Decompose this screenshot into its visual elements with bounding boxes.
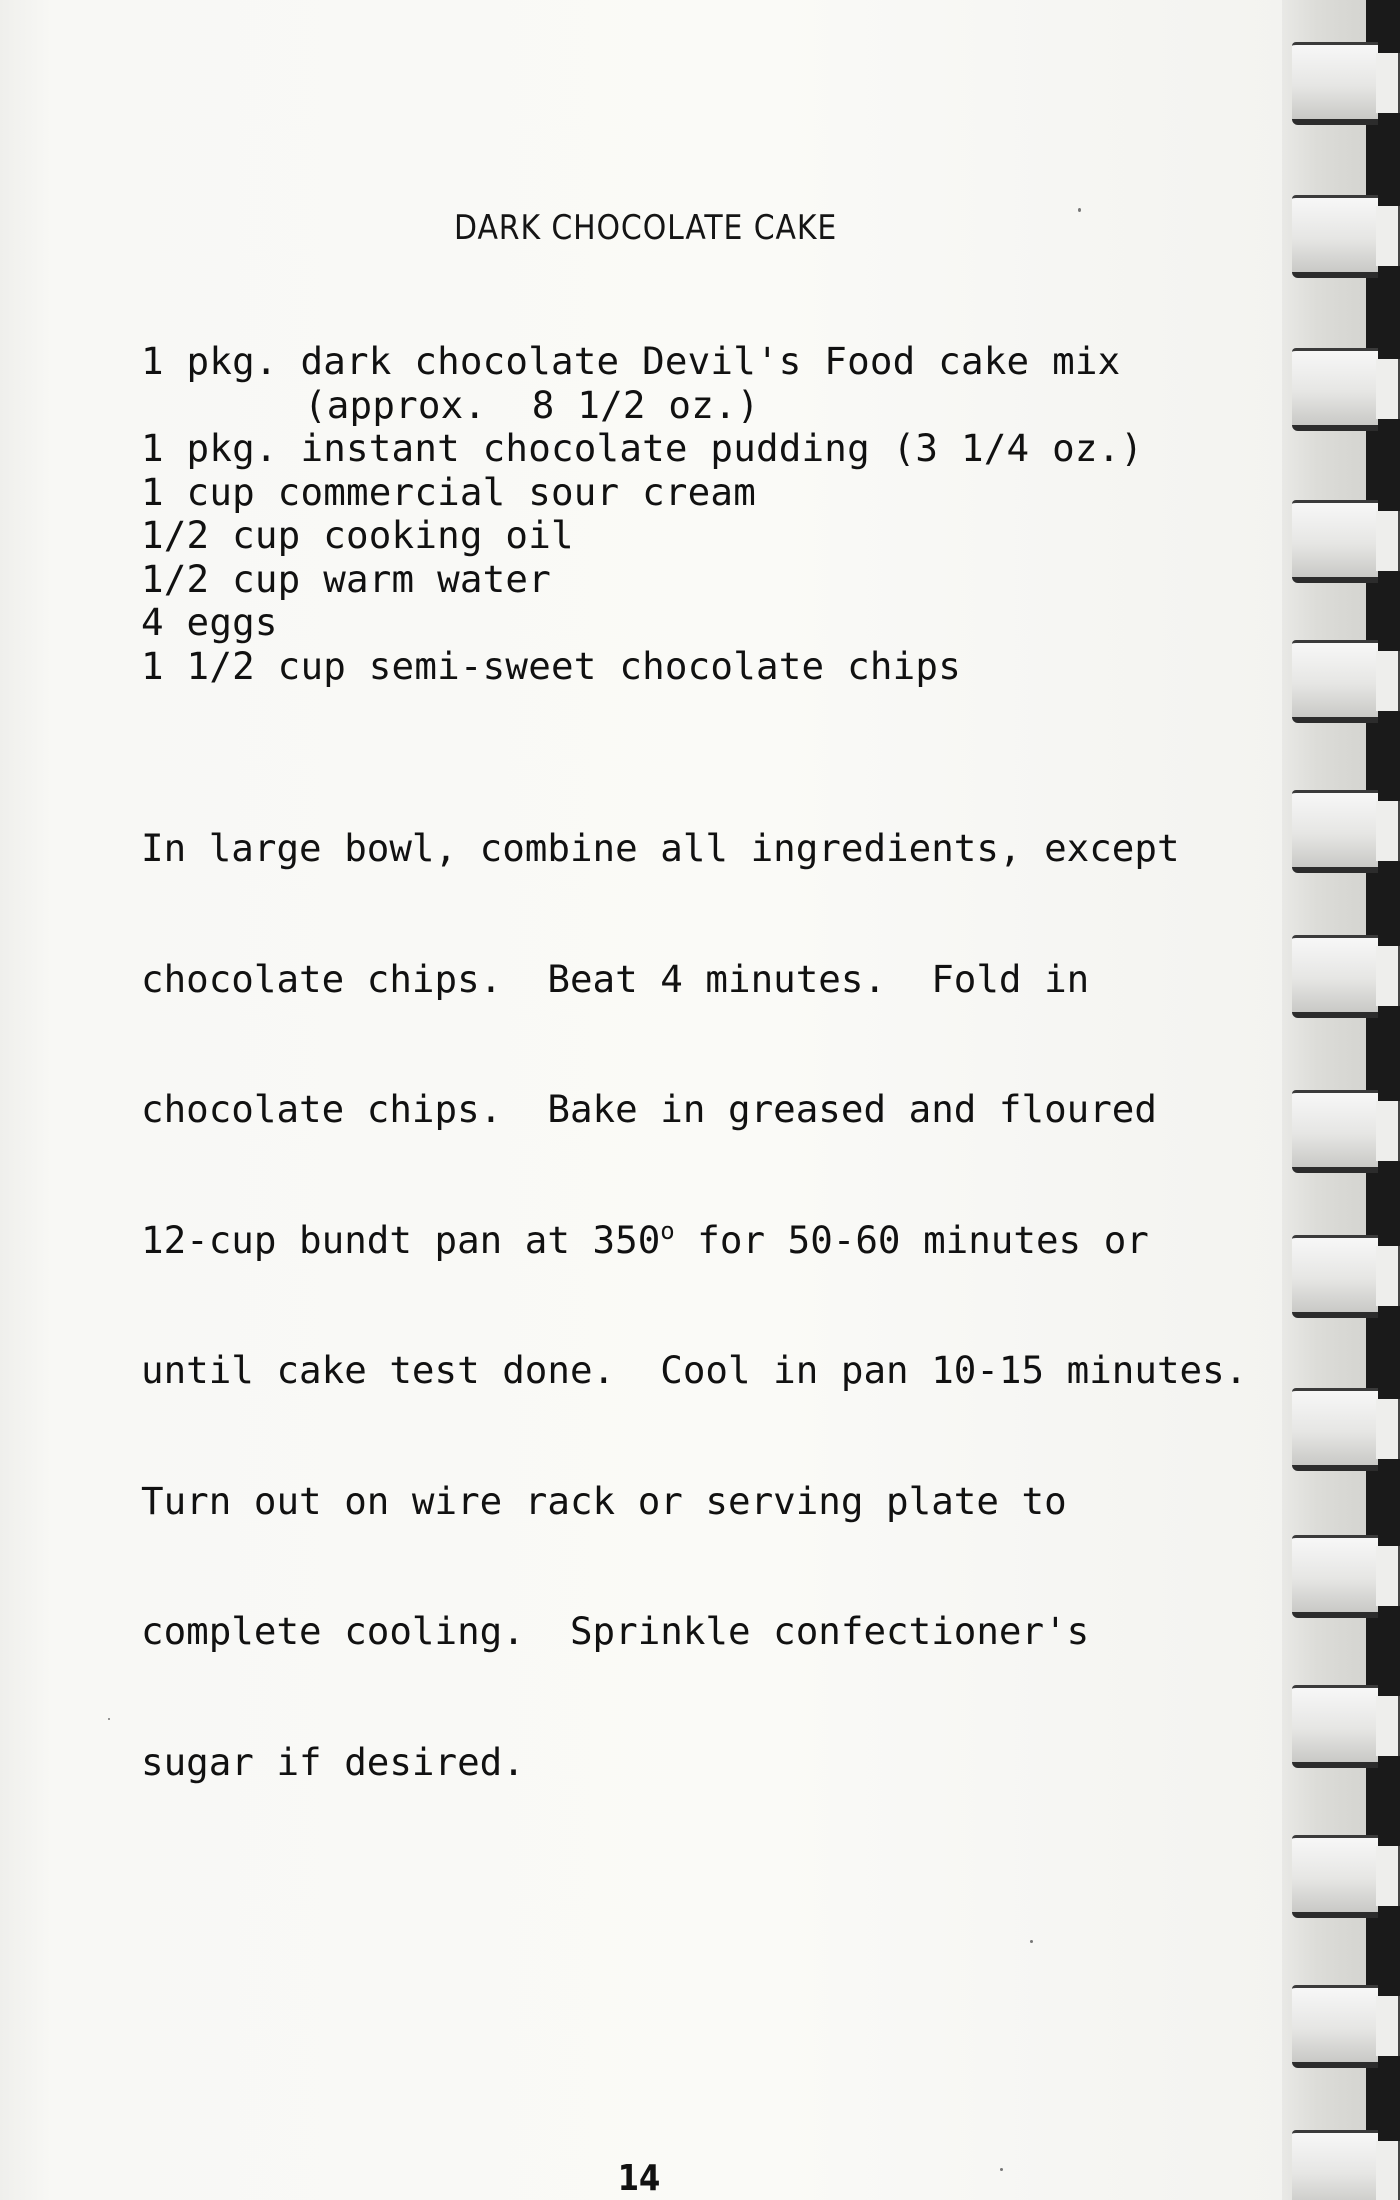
directions-text: for 50-60 minutes or (674, 1217, 1149, 1262)
spiral-binding (1282, 0, 1400, 2200)
binding-coil (1292, 1835, 1378, 1918)
ingredient-line: 1 pkg. instant chocolate pudding (3 1/4 oz.) (141, 426, 1144, 470)
paper-speck (108, 1718, 110, 1720)
binding-coil (1292, 1685, 1378, 1768)
ingredient-line: 4 eggs (141, 600, 278, 644)
directions-line: sugar if desired. (141, 1739, 525, 1784)
paper-speck (1000, 2168, 1003, 2171)
directions-paragraph (141, 740, 1247, 1871)
directions-line: Turn out on wire rack or serving plate to (141, 1478, 1067, 1523)
directions-line: complete cooling. Sprinkle confectioner's (141, 1609, 1090, 1653)
binding-coil (1292, 500, 1378, 583)
binding-coil (1292, 42, 1378, 125)
directions-line: chocolate chips. Beat 4 minutes. Fold in (141, 956, 1090, 1001)
binding-coil (1292, 1985, 1378, 2068)
binding-coil (1292, 1535, 1378, 1618)
binding-coil (1292, 1388, 1378, 1471)
binding-coil (1292, 1090, 1378, 1173)
directions-line: chocolate chips. Bake in greased and floured (141, 1087, 1157, 1131)
degree-symbol: o (660, 1216, 675, 1245)
paper-speck (1078, 208, 1081, 212)
directions-line: until cake test done. Cool in pan 10-15 minutes. (141, 1348, 1248, 1392)
directions-line: In large bowl, combine all ingredients, except (141, 826, 1180, 870)
binding-coil (1292, 1235, 1378, 1318)
ingredient-line: 1 pkg. dark chocolate Devil's Food cake mix (141, 339, 1121, 383)
binding-coil (1292, 790, 1378, 873)
ingredient-line: 1 1/2 cup semi-sweet chocolate chips (141, 643, 961, 688)
paper-speck (1030, 1940, 1033, 1943)
directions-text: 12-cup bundt pan at 350 (141, 1217, 661, 1262)
directions-line (141, 1216, 1247, 1263)
binding-coil (1292, 640, 1378, 723)
ingredient-line: 1/2 cup cooking oil (141, 513, 574, 557)
binding-coil (1292, 2130, 1378, 2200)
recipe-title: DARK CHOCOLATE CAKE (454, 208, 838, 248)
binding-coil (1292, 195, 1378, 278)
ingredient-line: (approx. 8 1/2 oz.) (304, 382, 760, 427)
binding-coil (1292, 348, 1378, 431)
ingredient-line: 1 cup commercial sour cream (141, 469, 756, 514)
ingredient-list (141, 340, 1143, 688)
page-number: 14 (617, 2158, 661, 2199)
binding-coil (1292, 935, 1378, 1018)
ingredient-line: 1/2 cup warm water (141, 556, 551, 601)
